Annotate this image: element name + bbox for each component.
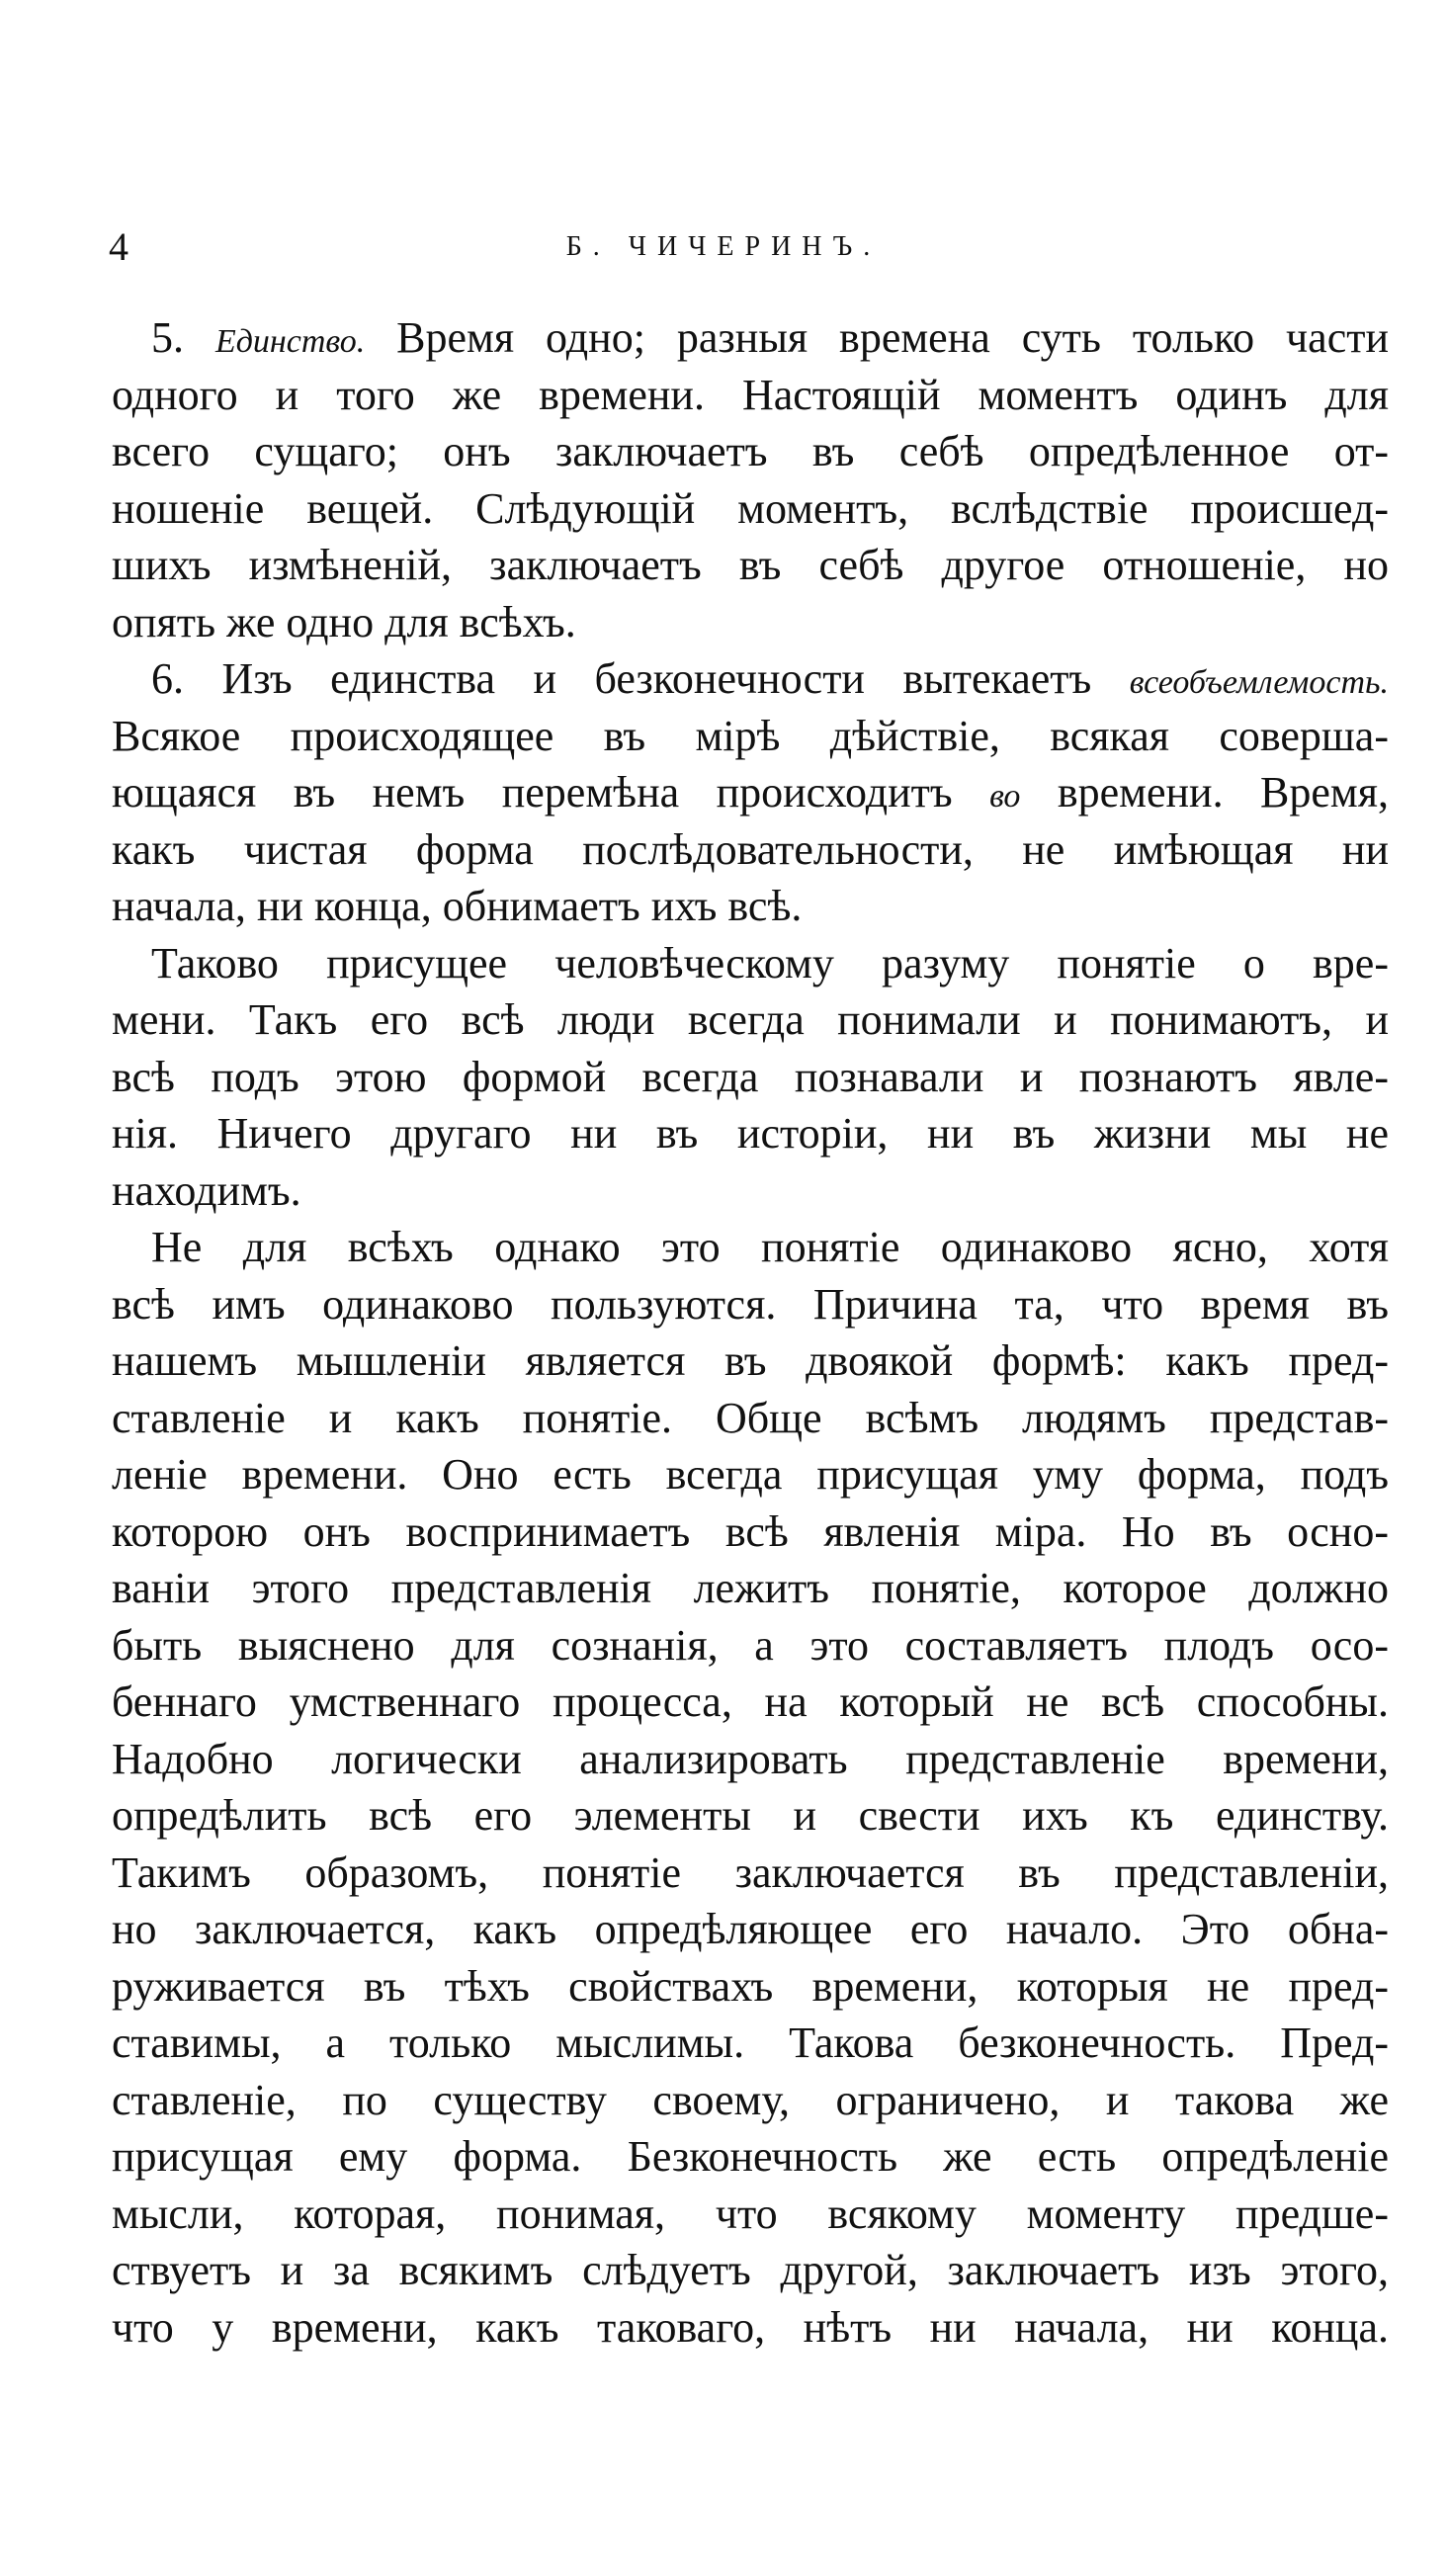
text-span: ставимы, а только мыслимы. Такова безконечность. Пред- — [112, 2018, 1389, 2067]
text-span: Надобно логически анализировать представленіе времени, — [112, 1734, 1389, 1783]
text-span: беннаго умственнаго процесса, на который не всѣ способны. — [112, 1677, 1389, 1726]
text-line — [112, 1446, 1389, 1503]
text-span: быть выяснено для сознанія, а это составляетъ плодъ осо- — [112, 1620, 1389, 1670]
text-span: ставленіе и какъ понятіе. Обще всѣмъ людямъ представ- — [112, 1393, 1389, 1442]
text-span: времени. Время, — [1020, 768, 1389, 816]
text-line — [112, 1503, 1389, 1561]
text-line — [112, 594, 1389, 651]
text-span: но заключается, какъ опредѣляющее его начало. Это обна- — [112, 1905, 1389, 1953]
page-number: 4 — [109, 224, 128, 269]
text-line — [112, 2015, 1389, 2072]
text-span: что у времени, какъ таковаго, нѣтъ ни начала, ни конца. — [112, 2302, 1389, 2352]
text-span: леніе времени. Оно есть всегда присущая уму форма, подъ — [112, 1450, 1389, 1499]
text-line — [112, 1617, 1389, 1674]
running-head: Б. ЧИЧЕРИНЪ. — [565, 231, 882, 262]
text-span: Таково присущее человѣческому разуму понятіе о вре- — [151, 938, 1389, 987]
text-line — [112, 708, 1389, 765]
text-line — [112, 878, 1389, 935]
text-line — [112, 764, 1389, 821]
text-span: мысли, которая, понимая, что всякому моменту предше- — [112, 2189, 1389, 2238]
text-line — [112, 1901, 1389, 1958]
text-line — [112, 1049, 1389, 1106]
text-line — [112, 1105, 1389, 1162]
body-text — [112, 309, 1389, 2356]
paragraph — [112, 1219, 1389, 2356]
text-line — [112, 1390, 1389, 1447]
text-span: присущая ему форма. Безконечность же есть опредѣленіе — [112, 2132, 1389, 2181]
text-span: ставленіе, по существу своему, ограничено, и такова же — [112, 2075, 1389, 2124]
text-span: Время одно; разныя времена суть только части — [365, 313, 1390, 362]
text-span: ющаяся въ немъ перемѣна происходитъ — [112, 768, 990, 816]
text-line — [112, 821, 1389, 879]
text-span: опредѣлить всѣ его элементы и свести ихъ къ единству. — [112, 1791, 1389, 1840]
text-span: опять же одно для всѣхъ. — [112, 597, 576, 646]
text-line — [112, 1787, 1389, 1845]
text-span: ствуетъ и за всякимъ слѣдуетъ другой, заключаетъ изъ этого, — [112, 2246, 1389, 2294]
text-line — [112, 480, 1389, 538]
text-span: Не для всѣхъ однако это понятіе одинаково ясно, хотя — [151, 1223, 1389, 1271]
italic-term: во — [989, 778, 1021, 815]
text-span: Такимъ образомъ, понятіе заключается въ представленіи, — [112, 1847, 1389, 1897]
text-span: нія. Ничего другаго ни въ исторіи, ни въ жизни мы не — [112, 1109, 1389, 1158]
paragraph — [112, 935, 1389, 1220]
paragraph — [112, 309, 1389, 650]
paragraph — [112, 650, 1389, 935]
text-line — [112, 2242, 1389, 2299]
text-line — [112, 1276, 1389, 1333]
text-span: 5. — [151, 313, 215, 362]
text-line — [112, 1958, 1389, 2016]
text-span: Всякое происходящее въ мірѣ дѣйствіе, всякая соверша- — [112, 711, 1389, 760]
text-line — [112, 2128, 1389, 2186]
text-span: ваніи этого представленія лежитъ понятіе, которое должно — [112, 1564, 1389, 1612]
text-line — [112, 2072, 1389, 2129]
text-line — [112, 2186, 1389, 2243]
italic-term: всеобъемлемость. — [1129, 664, 1389, 701]
text-span: всѣ подъ этою формой всегда познавали и познаютъ явле- — [112, 1052, 1389, 1101]
text-line — [112, 1162, 1389, 1220]
text-span: которою онъ воспринимаетъ всѣ явленія міра. Но въ осно- — [112, 1506, 1389, 1556]
text-line — [112, 537, 1389, 594]
text-line — [112, 367, 1389, 424]
text-span: руживается въ тѣхъ свойствахъ времени, которыя не пред- — [112, 1961, 1389, 2011]
text-span: какъ чистая форма послѣдовательности, не имѣющая ни — [112, 824, 1389, 874]
text-line — [112, 1332, 1389, 1390]
text-line — [112, 1219, 1389, 1276]
text-line — [112, 309, 1389, 367]
text-line — [112, 650, 1389, 708]
text-span: ношеніе вещей. Слѣдующій моментъ, вслѣдствіе происшед- — [112, 483, 1389, 533]
text-line — [112, 1845, 1389, 1902]
text-line — [112, 1560, 1389, 1617]
text-span: шихъ измѣненій, заключаетъ въ себѣ другое отношеніе, но — [112, 541, 1389, 589]
text-span: мени. Такъ его всѣ люди всегда понимали и понимаютъ, и — [112, 995, 1389, 1044]
text-line — [112, 991, 1389, 1049]
text-span: начала, ни конца, обнимаетъ ихъ всѣ. — [112, 882, 803, 930]
text-line — [112, 1674, 1389, 1731]
text-line — [112, 935, 1389, 992]
text-span: всѣ имъ одинаково пользуются. Причина та, что время въ — [112, 1279, 1389, 1329]
text-line — [112, 1731, 1389, 1788]
text-span: всего сущаго; онъ заключаетъ въ себѣ опредѣленное от- — [112, 427, 1389, 475]
text-line — [112, 2299, 1389, 2357]
italic-term: Единство. — [214, 323, 366, 360]
text-span: находимъ. — [112, 1165, 301, 1215]
text-line — [112, 423, 1389, 480]
text-span: нашемъ мышленіи является въ двоякой формѣ: какъ пред- — [112, 1336, 1389, 1385]
text-span: одного и того же времени. Настоящій моментъ одинъ для — [112, 370, 1389, 419]
text-span: 6. Изъ единства и безконечности вытекаетъ — [151, 654, 1130, 703]
